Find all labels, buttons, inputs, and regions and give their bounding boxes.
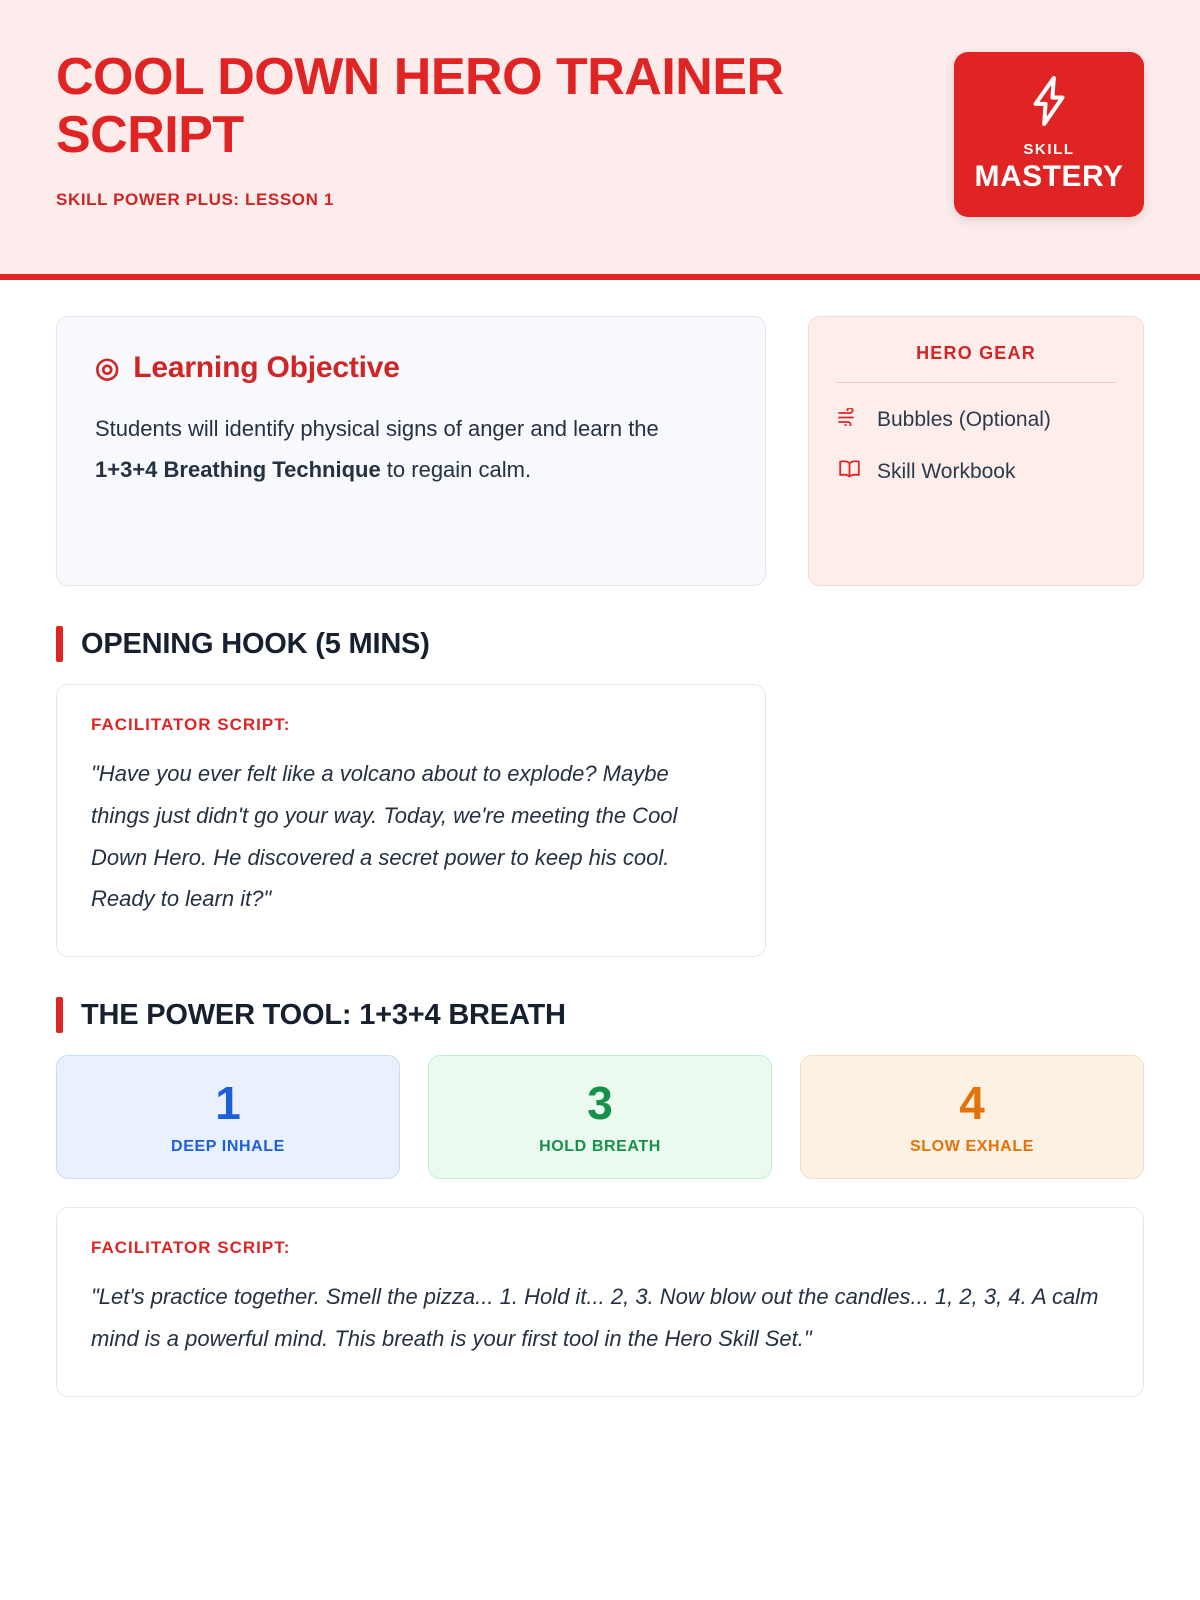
facilitator-script-text: "Let's practice together. Smell the pizza... 1. Hold it... 2, 3. Now blow out the candles... 1, 2, 3, 4. A calm mind is a powerful mind. This breath is your first tool in the Hero Skill Set." <box>91 1284 1099 1351</box>
section-heading-opening-hook <box>56 626 1144 662</box>
page-subtitle: SKILL POWER PLUS: LESSON 1 <box>56 190 334 210</box>
objective-text-part2: to regain calm. <box>380 456 532 482</box>
wind-icon <box>837 405 861 435</box>
section-accent-bar <box>56 997 63 1033</box>
book-icon <box>837 457 861 487</box>
hero-gear-item <box>837 405 1115 435</box>
learning-objective-heading <box>95 351 727 385</box>
badge-line-2: MASTERY <box>974 160 1124 193</box>
hero-gear-item-label: Skill Workbook <box>877 460 1016 484</box>
main-content <box>0 280 1200 1397</box>
learning-objective-card <box>56 316 766 586</box>
learning-objective-text <box>95 409 727 490</box>
objective-text-part1: Students will identify physical signs of anger and learn the <box>95 416 659 441</box>
breath-step-number: 4 <box>959 1077 985 1130</box>
section-title: THE POWER TOOL: 1+3+4 BREATH <box>81 998 566 1031</box>
facilitator-script-box-opening-hook <box>56 684 766 957</box>
section-accent-bar <box>56 626 63 662</box>
facilitator-script-label: FACILITATOR SCRIPT: <box>91 1238 291 1258</box>
hero-gear-item <box>837 457 1115 487</box>
facilitator-script-label: FACILITATOR SCRIPT: <box>91 715 291 734</box>
hero-gear-item-label: Bubbles (Optional) <box>877 408 1051 431</box>
badge-line-1: SKILL <box>1023 141 1075 158</box>
facilitator-script-box-power-tool <box>56 1207 1144 1397</box>
section-heading-power-tool <box>56 997 1144 1033</box>
section-title: OPENING HOOK (5 MINS) <box>81 627 430 660</box>
breath-step-label: HOLD BREATH <box>539 1138 661 1156</box>
facilitator-script-text: "Have you ever felt like a volcano about to explode? Maybe things just didn't go your way. Today, we're meeting the Cool Down Hero. He discovered a secret power to keep his cool. Ready to learn it?" <box>91 761 678 912</box>
breath-step-hold <box>428 1055 772 1179</box>
objective-text-bold: 1+3+4 Breathing Technique <box>95 456 381 482</box>
breath-step-exhale <box>800 1055 1144 1179</box>
breath-step-label: DEEP INHALE <box>171 1138 285 1156</box>
breath-step-number: 3 <box>587 1077 613 1130</box>
breath-step-number: 1 <box>215 1077 241 1130</box>
skill-mastery-badge <box>954 52 1144 217</box>
learning-objective-title: Learning Objective <box>133 351 400 384</box>
page-header <box>0 0 1200 280</box>
breath-step-label: SLOW EXHALE <box>910 1138 1034 1156</box>
target-icon: ◎ <box>95 352 120 383</box>
lightning-bolt-icon <box>1026 75 1072 127</box>
hero-gear-title: HERO GEAR <box>837 343 1115 383</box>
breath-step-inhale <box>56 1055 400 1179</box>
breath-steps <box>56 1055 1144 1179</box>
top-row <box>56 316 1144 586</box>
page-title: COOL DOWN HERO TRAINER SCRIPT <box>56 48 784 165</box>
hero-gear-card <box>808 316 1144 586</box>
